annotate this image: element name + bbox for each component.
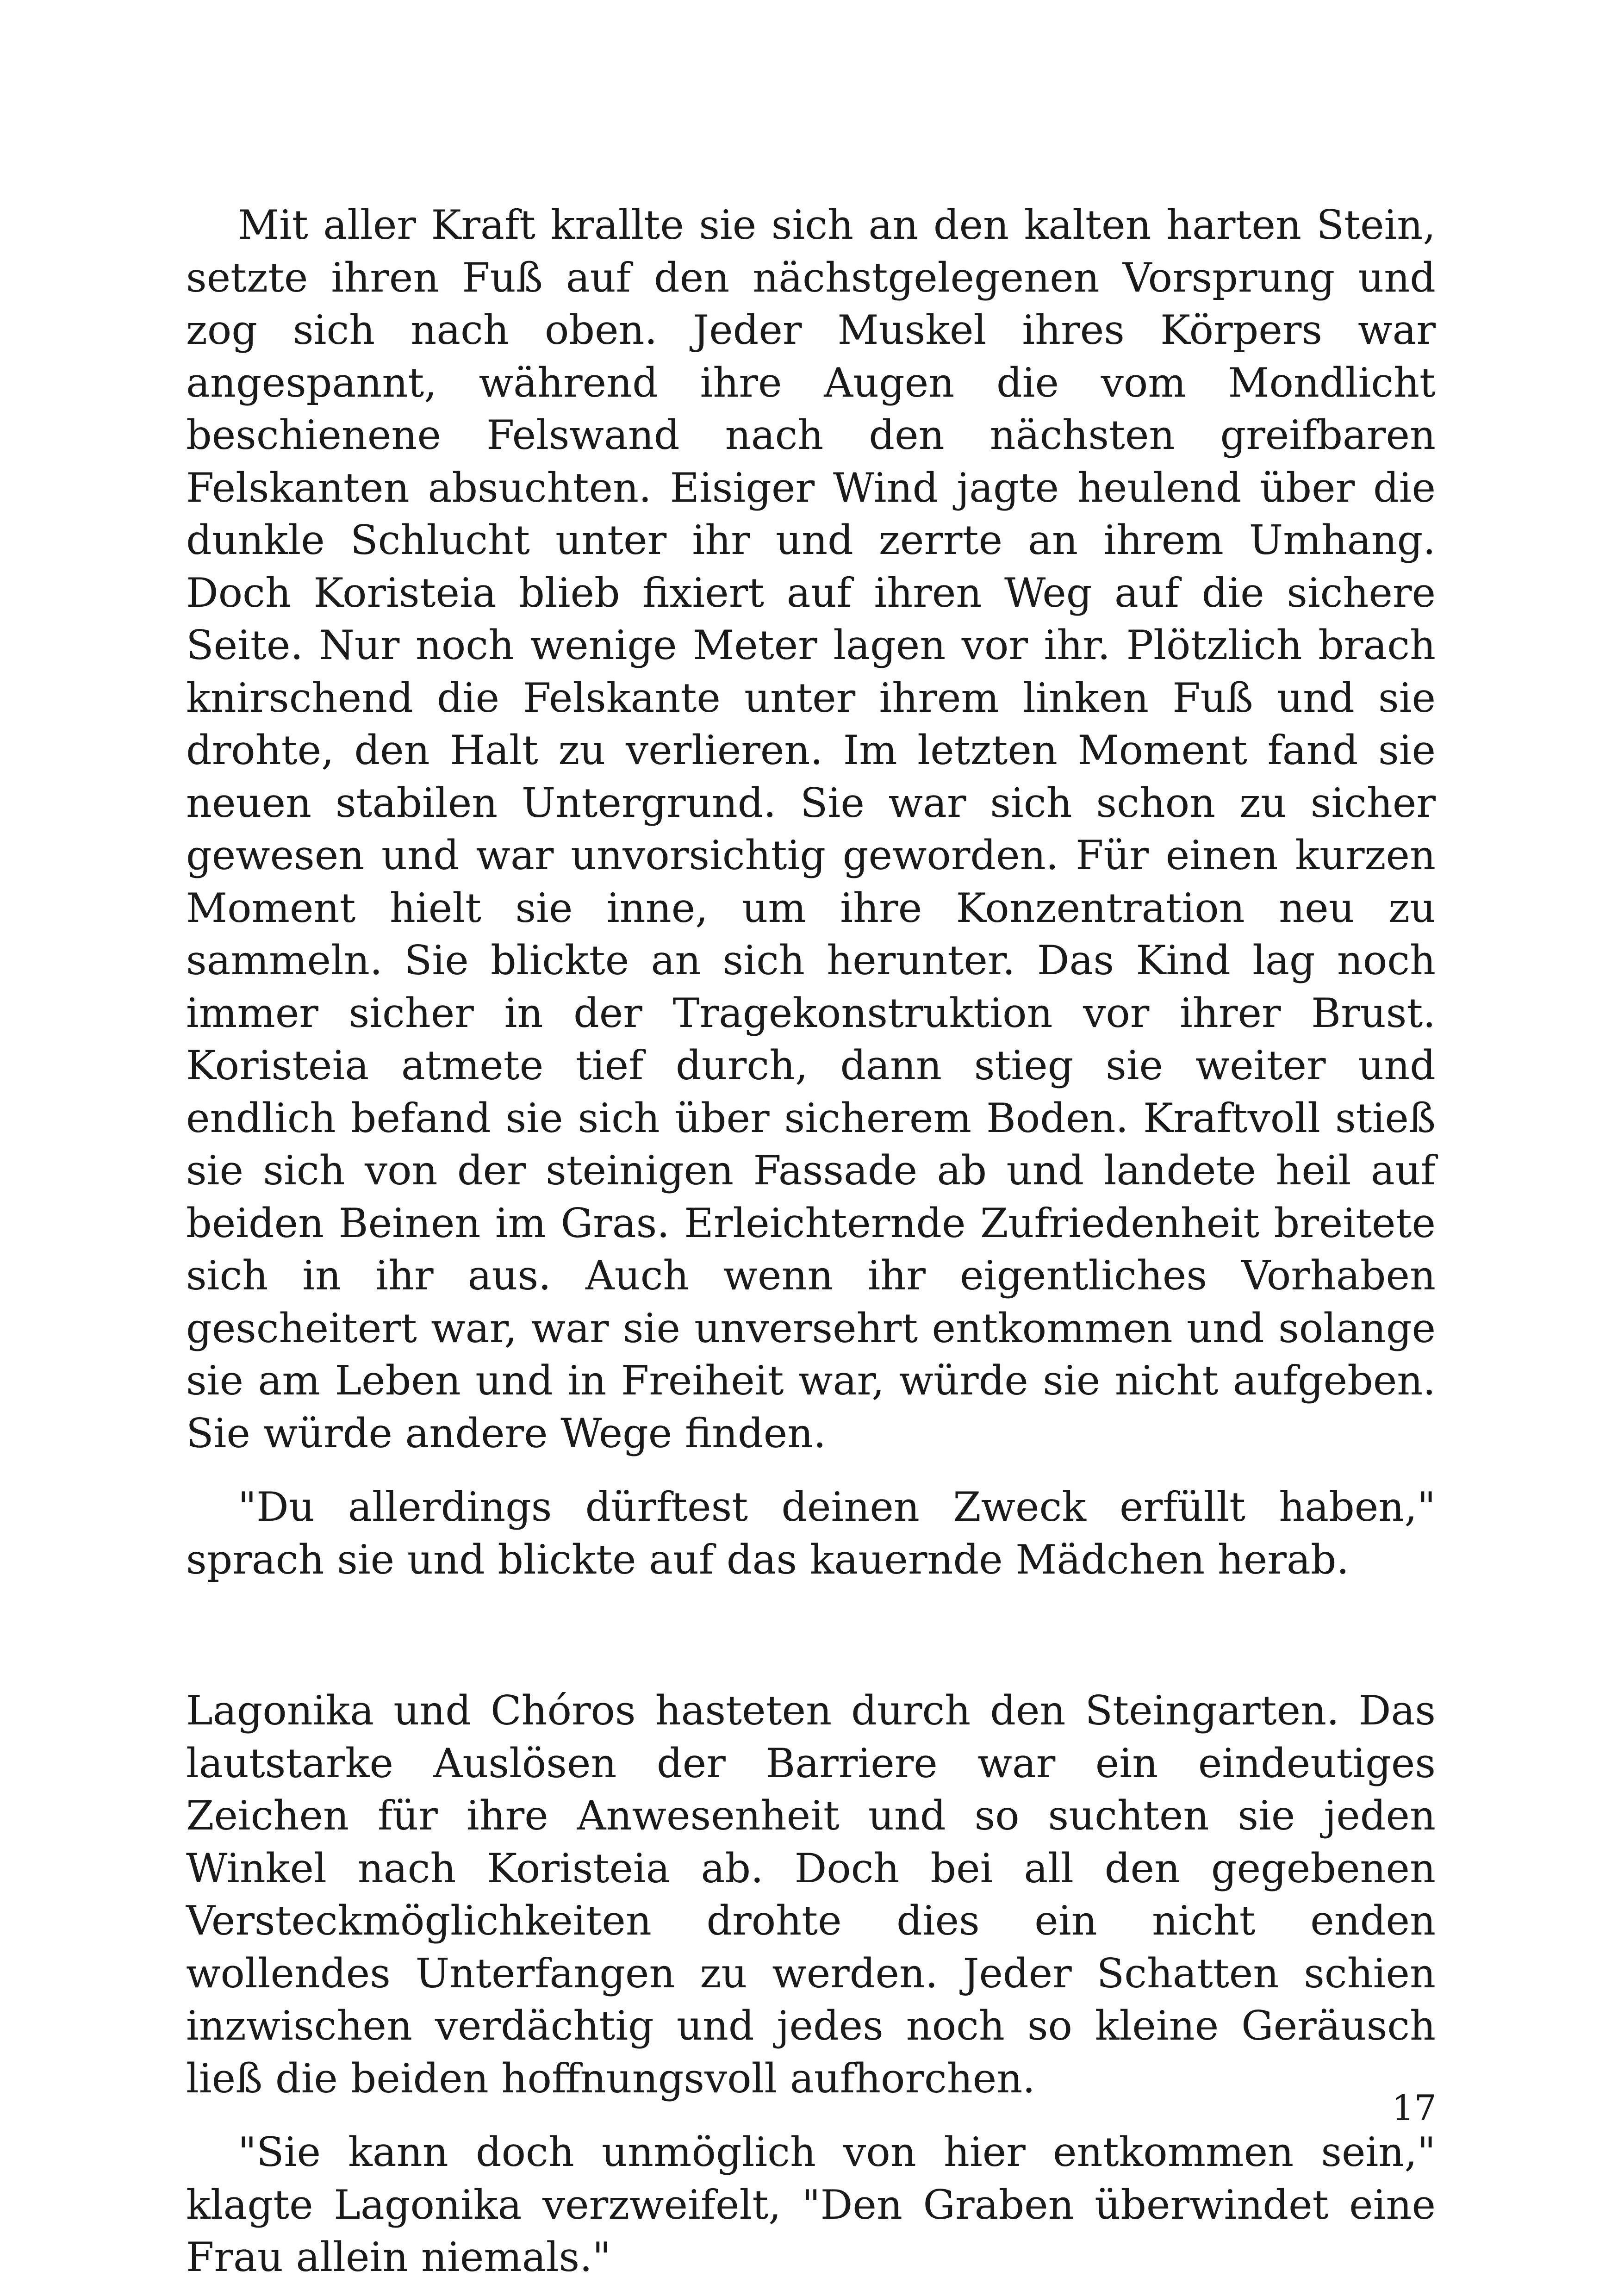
body-text <box>186 199 1436 2284</box>
paragraph-search: Lagonika und Chóros hasteten durch den Steingarten. Das lautstarke Auslösen der Barriere war ein eindeutiges Zeichen für ihre Anwesenheit und so suchten sie jeden Winkel nach Koristeia ab. Doch bei all den gegebenen Versteckmöglichkeiten drohte dies ein nicht enden wollendes Unterfangen zu werden. Jeder Schatten schien inzwischen verdächtig und jedes noch so kleine Geräusch ließ die beiden hoffnungsvoll aufhorchen. <box>186 1687 1436 2102</box>
paragraph-dialogue-koristeia: "Du allerdings dürftest deinen Zweck erfüllt haben," sprach sie und blickte auf das kauernde Mädchen herab. <box>186 1483 1436 1583</box>
paragraph-dialogue-lagonika: "Sie kann doch unmöglich von hier entkommen sein," klagte Lagonika verzweifelt, "Den Graben überwindet eine Frau allein niemals." <box>186 2128 1436 2281</box>
paragraph-climb: Mit aller Kraft krallte sie sich an den kalten harten Stein, setzte ihren Fuß auf den nächstgelegenen Vorsprung und zog sich nach oben. Jeder Muskel ihres Körpers war angespannt, während ihre Augen die vom Mondlicht beschienene Felswand nach den nächsten greifbaren Felskanten absuchten. Eisiger Wind jagte heulend über die dunkle Schlucht unter ihr und zerrte an ihrem Umhang. Doch Koristeia blieb fixiert auf ihren Weg auf die sichere Seite. Nur noch wenige Meter lagen vor ihr. Plötzlich brach knirschend die Felskante unter ihrem linken Fuß und sie drohte, den Halt zu verlieren. Im letzten Moment fand sie neuen stabilen Untergrund. Sie war sich schon zu sicher gewesen und war unvorsichtig geworden. Für einen kurzen Moment hielt sie inne, um ihre Konzentration neu zu sammeln. Sie blickte an sich herunter. Das Kind lag noch immer sicher in der Tragekonstruktion vor ihrer Brust. Koristeia atmete tief durch, dann stieg sie weiter und endlich befand sie sich über sicherem Boden. Kraftvoll stieß sie sich von der steinigen Fassade ab und landete heil auf beiden Beinen im Gras. Erleichternde Zufriedenheit breitete sich in ihr aus. Auch wenn ihr eigentliches Vorhaben gescheitert war, war sie unversehrt entkommen und solange sie am Leben und in Freiheit war, würde sie nicht aufgeben. Sie würde andere Wege finden. <box>186 201 1436 1457</box>
page-number: 17 <box>1392 2087 1437 2128</box>
